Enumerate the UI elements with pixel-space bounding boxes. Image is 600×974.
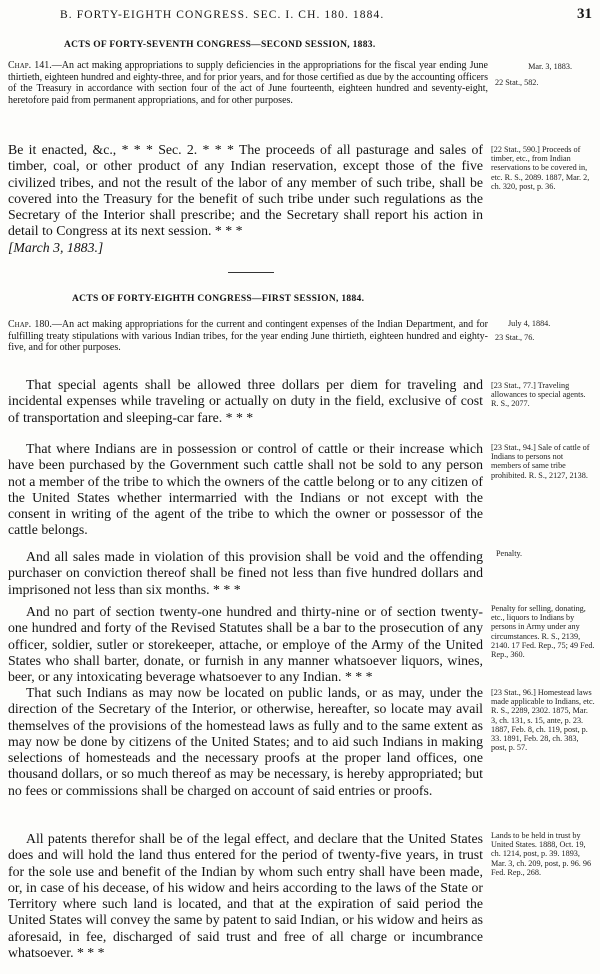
section-divider <box>228 272 274 273</box>
paragraph-homestead: That such Indians as may now be located on public lands, or as may, under the direction of the Secretary of the Interior, or otherwise, hereafter, so locate may avail themselves of the provisions of the homestead laws as fully and to the same extent as may now be done by citizens of the United States; and to aid such Indians in making selections of homesteads and the necessary proofs at the proper land offices, one thousand dollars, or so much thereof as may be necessary, is hereby appropriated; but no fees or commissions shall be charged on account of said entries or proofs. <box>8 685 483 798</box>
margin-note-penalty: Penalty. <box>496 549 523 558</box>
paragraph-patents: All patents therefor shall be of the legal effect, and declare that the United States does and will hold the land thus entered for the period of twenty-five years, in trust for the sole use and benefit of the Indian by whom such entry shall have been made, or, in case of his decease, of his widow and heirs according to the laws of the State or Territory where such land is located, and that at the expiration of said period the United States will convey the same by patent to said Indian, or his widow and heirs as aforesaid, in fee, discharged of said trust and free of all charge or incumbrance whatsoever. * * * <box>8 831 483 961</box>
margin-note-cattle: [23 Stat., 94.] Sale of cattle of Indians to persons not members of same tribe prohibited. R. S., 2127, 2138. <box>491 443 590 480</box>
margin-note-proceeds: [22 Stat., 590.] Proceeds of timber, etc., from Indian reservations to be covered in, etc. R. S., 2089. 1887, Mar. 2, ch. 320, post, p. 36. <box>491 145 590 191</box>
section-heading-48th-congress: ACTS OF FORTY-EIGHTH CONGRESS—FIRST SESSION, 1884. <box>72 294 365 304</box>
chapter-141-title <box>8 60 488 106</box>
paragraph-cattle-sale: That where Indians are in possession or control of cattle or their increase which have been purchased by the Government such cattle shall not be sold to any person not a member of the tribe to which the owners of the cattle belong or to any citizen of the United States whether intermarried with the Indians or not except with the consent in writing of the agent of the tribe to which the owner or possessor of the cattle belongs. <box>8 441 483 538</box>
act-date: [March 3, 1883.] <box>8 239 104 255</box>
page-number: 31 <box>577 6 592 22</box>
chapter-description: —An act making appropriations for the current and contingent expenses of the Indian Department, and for fulfilling treaty stipulations with various Indian tribes, for the year ending June thirtieth, eighteen hundred and eighty-five, and for other purposes. <box>8 319 488 354</box>
section-heading-47th-congress: ACTS OF FORTY-SEVENTH CONGRESS—SECOND SESSION, 1883. <box>64 40 376 50</box>
chapter-label: Chap. 141. <box>8 60 52 71</box>
paragraph-special-agents: That special agents shall be allowed three dollars per diem for traveling and incidental expenses while traveling or actually on duty in the field, exclusive of cost of transportation and sleeping-car fare. * * * <box>8 377 483 425</box>
margin-date: July 4, 1884. <box>508 319 551 328</box>
chapter-label: Chap. 180. <box>8 319 52 330</box>
chapter-180-title <box>8 319 488 354</box>
margin-note-trust: Lands to be held in trust by United States. 1888, Oct. 19, ch. 1214, post, p. 39. 1893, Mar. 3, ch. 209, post, p. 96. 96 Fed. Rep., 268. <box>491 831 592 877</box>
margin-note-liquor: Penalty for selling, donating, etc., liquors to Indians by persons in Army under any circumstances. R. S., 2139, 2140. 17 Fed. Rep., 75; 49 Fed. Rep., 360. <box>491 604 595 660</box>
act-1883-body <box>8 142 483 256</box>
running-head: B. FORTY-EIGHTH CONGRESS. SEC. I. CH. 180. 1884. <box>60 9 385 21</box>
paragraph-penalty: And all sales made in violation of this provision shall be void and the offending purchaser on conviction thereof shall be fined not less than five hundred dollars and imprisoned not less than six months. * * * <box>8 549 483 597</box>
enacting-clause: Be it enacted, &c., * * * Sec. 2. * * * The proceeds of all pasturage and sales of timber, coal, or other product of any Indian reservation, except those of the five civilized tribes, and not the result of the labor of any member of such tribe, shall be covered into the Treasury for the benefit of such tribe under such regulations as the Secretary of the Interior shall prescribe; and the Secretary shall report his action in detail to Congress at its next session. * * * <box>8 142 483 239</box>
chapter-description: —An act making appropriations to supply deficiencies in the appropriations for the fiscal year ending June thirtieth, eighteen hundred and eighty-three, and for prior years, and for those certified as due by the accounting officers of the Treasury in accordance with section four of the act of June fourteenth, eighteen hundred and seventy-eight, heretofore paid from permanent appropriations, and for other purposes. <box>8 60 488 106</box>
margin-note-homestead: [23 Stat., 96.] Homestead laws made applicable to Indians, etc. R. S., 2289, 2302. 1875, Mar. 3, ch. 131, s. 15, ante, p. 23. 1887, Feb. 8, ch. 119, post, p. 33. 1891, Feb. 28, ch. 383, post, p. 57. <box>491 688 595 753</box>
margin-stat: 22 Stat., 582. <box>495 78 539 87</box>
margin-note-traveling: [23 Stat., 77.] Traveling allowances to special agents. R. S., 2077. <box>491 381 586 409</box>
margin-stat: 23 Stat., 76. <box>495 333 535 342</box>
paragraph-liquor: And no part of section twenty-one hundred and thirty-nine or of section twenty-one hundred and forty of the Revised Statutes shall be a bar to the prosecution of any officer, soldier, sutler or storekeeper, attache, or employe of the Army of the United States who shall barter, donate, or furnish in any manner whatsoever liquors, wines, beer, or any intoxicating beverage whatsoever to any Indian. * * * <box>8 604 483 685</box>
margin-date: Mar. 3, 1883. <box>528 62 572 71</box>
